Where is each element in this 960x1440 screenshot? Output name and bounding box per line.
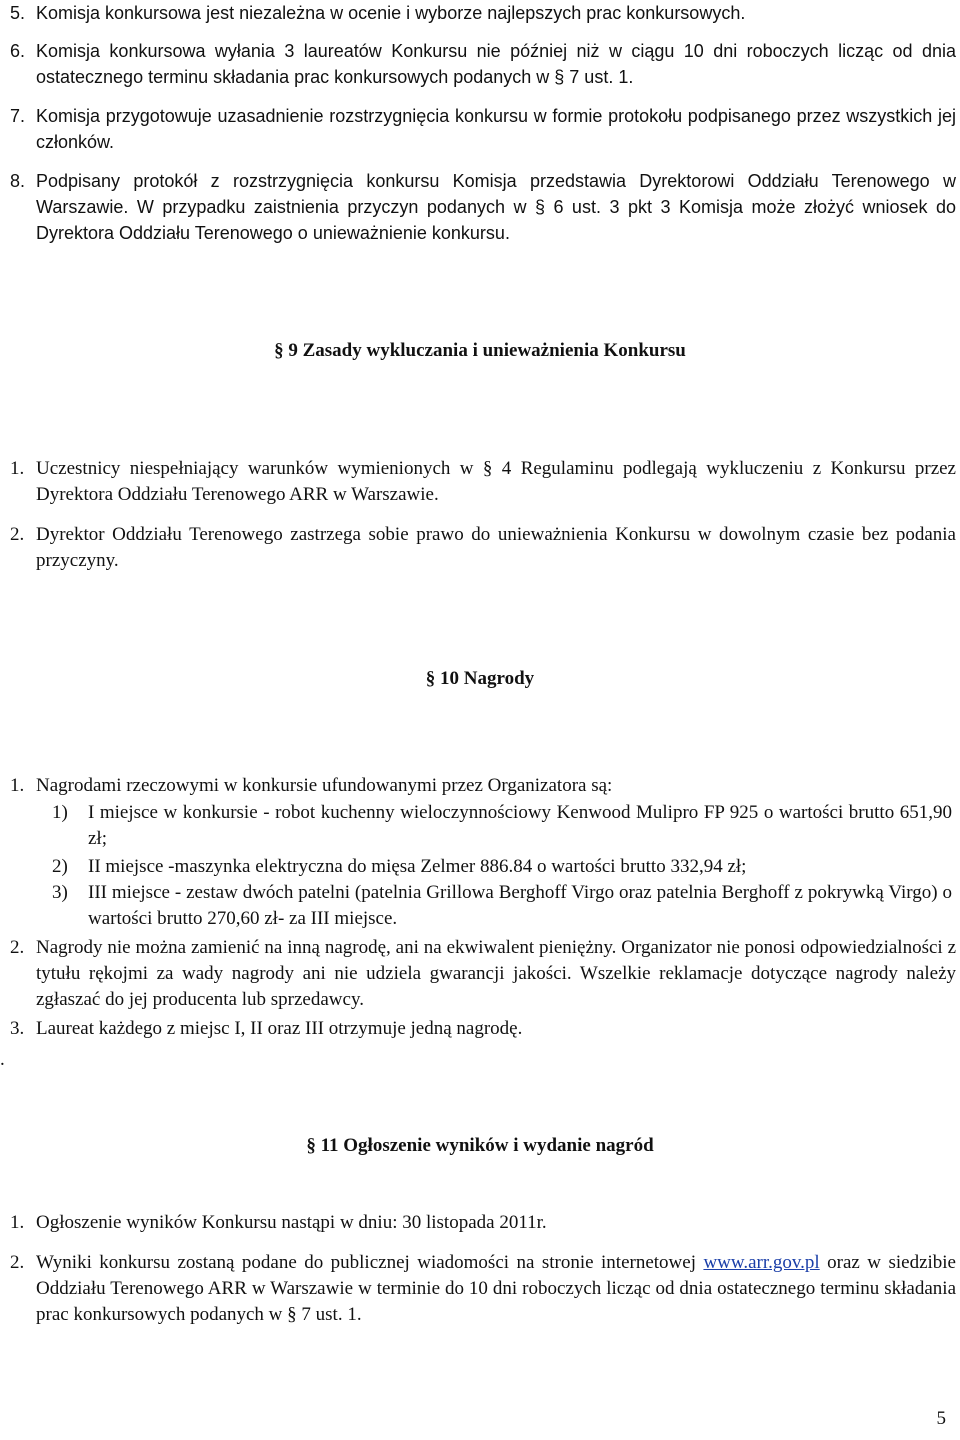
item-number: 1.	[10, 458, 25, 479]
stray-dot: .	[0, 1049, 5, 1070]
sub-item-number: 3)	[52, 882, 68, 903]
section-11-paragraph-2	[10, 1250, 956, 1328]
item-number: 2.	[10, 937, 25, 958]
item-text: Laureat każdego z miejsc I, II oraz III otrzymuje jedną nagrodę.	[36, 1018, 523, 1039]
sub-item-text: II miejsce -maszynka elektryczna do mięsa Zelmer 886.84 o wartości brutto 332,94 zł;	[88, 856, 747, 877]
page-number: 5	[936, 1408, 946, 1429]
item-text: Komisja przygotowuje uzasadnienie rozstrzygnięcia konkursu w formie protokołu podpisanego przez wszystkich jej członków.	[36, 106, 956, 152]
paragraph-5	[10, 0, 956, 26]
arr-website-link[interactable]: www.arr.gov.pl	[703, 1252, 820, 1273]
section-10-paragraph-1	[10, 773, 956, 799]
item-number: 8.	[10, 171, 26, 191]
item-number: 2.	[10, 524, 25, 545]
item-text: Nagrody nie można zamienić na inną nagrodę, ani na ekwiwalent pieniężny. Organizator nie ponosi odpowiedzialności z tytułu rękojmi za wady nagrody ani nie udziela gwarancji jakości. Wszelkie reklamacje dotyczące nagrody należy zgłaszać do jej producenta lub sprzedawcy.	[36, 937, 956, 1010]
section-10-paragraph-3	[10, 1016, 956, 1042]
item-number: 2.	[10, 1252, 25, 1273]
text-before-link: Wyniki konkursu zostaną podane do publicznej wiadomości na stronie internetowej	[36, 1252, 696, 1273]
sub-item-text: I miejsce w konkursie - robot kuchenny wieloczynnościowy Kenwood Mulipro FP 925 o wartości brutto 651,90 zł;	[88, 802, 952, 849]
item-text: Uczestnicy niespełniający warunków wymienionych w § 4 Regulaminu podlegają wykluczeniu z Konkursu przez Dyrektora Oddziału Terenowego ARR w Warszawie.	[36, 458, 956, 505]
section-10-heading: § 10 Nagrody	[425, 668, 535, 689]
item-number: 7.	[10, 106, 26, 126]
prize-item-3	[52, 880, 952, 932]
section-9-paragraph-1	[10, 456, 956, 508]
item-number: 6.	[10, 41, 26, 61]
item-text	[36, 1250, 956, 1328]
section-9-heading: § 9 Zasady wykluczania i unieważnienia Konkursu	[274, 340, 686, 361]
item-text: Podpisany protokół z rozstrzygnięcia konkursu Komisja przedstawia Dyrektorowi Oddziału Terenowego w Warszawie. W przypadku zaistnienia przyczyn podanych w § 6 ust. 3 pkt 3 Komisja może złożyć wniosek do Dyrektora Oddziału Terenowego o unieważnienie konkursu.	[36, 171, 956, 243]
item-number: 5.	[10, 3, 26, 23]
item-number: 3.	[10, 1018, 25, 1039]
item-number: 1.	[10, 1212, 25, 1233]
paragraph-8	[10, 168, 956, 246]
section-11-heading: § 11 Ogłoszenie wyników i wydanie nagród	[306, 1135, 654, 1156]
sub-item-text: III miejsce - zestaw dwóch patelni (patelnia Grillowa Berghoff Virgo oraz patelnia Berghoff z pokrywką Virgo) o wartości brutto 270,60 zł- za III miejsce.	[88, 882, 952, 929]
item-text: Dyrektor Oddziału Terenowego zastrzega sobie prawo do unieważnienia Konkursu w dowolnym czasie bez podania przyczyny.	[36, 524, 956, 571]
prize-item-1	[52, 800, 952, 852]
item-text: Nagrodami rzeczowymi w konkursie ufundowanymi przez Organizatora są:	[36, 775, 613, 796]
sub-item-number: 1)	[52, 802, 68, 823]
prize-item-2	[52, 854, 952, 880]
item-text: Ogłoszenie wyników Konkursu nastąpi w dniu: 30 listopada 2011r.	[36, 1212, 547, 1233]
item-text: Komisja konkursowa jest niezależna w ocenie i wyborze najlepszych prac konkursowych.	[36, 3, 746, 23]
paragraph-7	[10, 103, 956, 155]
item-text: Komisja konkursowa wyłania 3 laureatów Konkursu nie później niż w ciągu 10 dni roboczych licząc od dnia ostatecznego terminu składania prac konkursowych podanych w § 7 ust. 1.	[36, 41, 956, 87]
section-11-paragraph-1	[10, 1210, 956, 1236]
text-after-link: oraz w siedzibie Oddziału Terenowego ARR w Warszawie w terminie do 10 dni roboczych licząc od dnia ostatecznego terminu składania prac konkursowych podanych w § 7 ust. 1.	[36, 1252, 956, 1325]
section-10-paragraph-2	[10, 935, 956, 1013]
section-9-paragraph-2	[10, 522, 956, 574]
paragraph-6	[10, 38, 956, 90]
sub-item-number: 2)	[52, 856, 68, 877]
item-number: 1.	[10, 775, 25, 796]
